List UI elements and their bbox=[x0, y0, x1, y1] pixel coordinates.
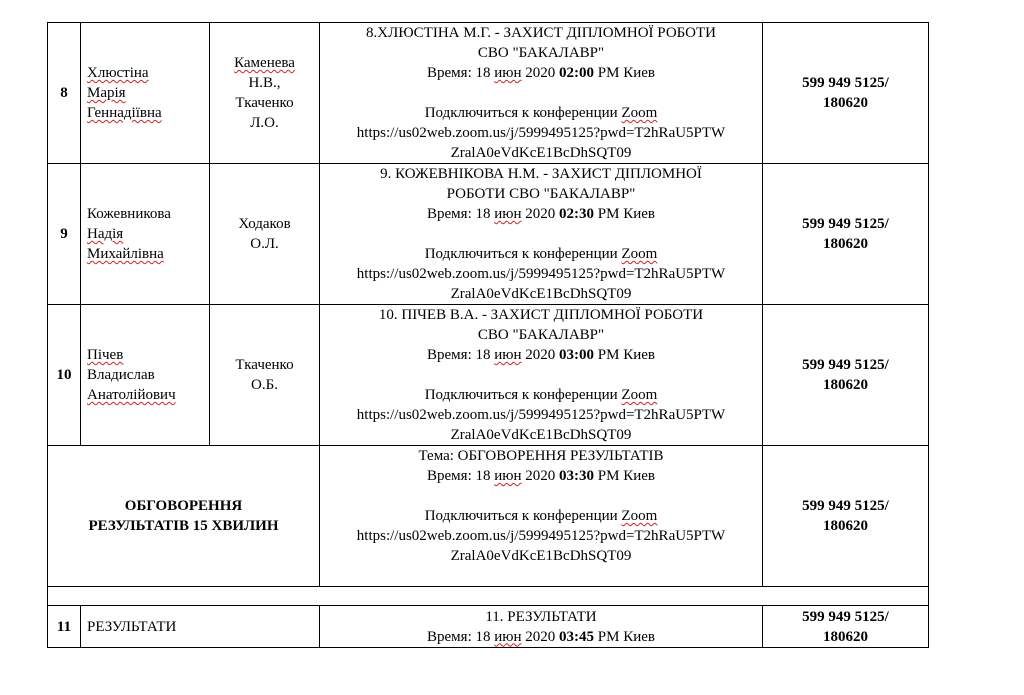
zoom-info bbox=[320, 446, 763, 587]
conference-id: 599 949 5125/ 180620 bbox=[763, 606, 929, 648]
name-line: Анатолійович bbox=[87, 387, 176, 403]
row-number: 8 bbox=[48, 23, 81, 164]
connect-text: Подключиться к конференции Zoom bbox=[424, 246, 658, 262]
table-row-discussion bbox=[48, 446, 929, 587]
defense-title: РОБОТИ СВО "БАКАЛАВР" bbox=[446, 186, 636, 202]
supervisor-line: Ткаченко bbox=[235, 95, 294, 111]
table-row bbox=[48, 305, 929, 446]
discussion-label: ОБГОВОРЕННЯ РЕЗУЛЬТАТІВ 15 ХВИЛИН bbox=[48, 446, 320, 587]
zoom-link[interactable]: https://us02web.zoom.us/j/5999495125?pwd=T2hRaU5PTW bbox=[356, 266, 726, 282]
table-row bbox=[48, 23, 929, 164]
zoom-link[interactable]: ZralA0eVdKcE1BcDhSQT09 bbox=[450, 286, 632, 302]
supervisor bbox=[210, 164, 320, 305]
meeting-time: Время: 18 июн 2020 02:00 PM Киев bbox=[427, 65, 655, 81]
defense-title: СВО "БАКАЛАВР" bbox=[477, 45, 605, 61]
supervisor-line: Ткаченко bbox=[235, 357, 294, 373]
supervisor bbox=[210, 23, 320, 164]
supervisor-line: Н.В., bbox=[248, 75, 281, 91]
connect-text: Подключиться к конференции Zoom bbox=[424, 508, 658, 524]
defense-title: 8.ХЛЮСТІНА М.Г. - ЗАХИСТ ДІПЛОМНОЇ РОБОТИ bbox=[365, 25, 716, 41]
zoom-link[interactable]: https://us02web.zoom.us/j/5999495125?pwd=T2hRaU5PTW bbox=[356, 125, 726, 141]
defense-title: 9. КОЖЕВНІКОВА Н.М. - ЗАХИСТ ДІПЛОМНОЇ bbox=[380, 166, 702, 182]
table-row bbox=[48, 164, 929, 305]
conference-id: 599 949 5125/ 180620 bbox=[763, 23, 929, 164]
zoom-info bbox=[320, 164, 763, 305]
zoom-info bbox=[320, 305, 763, 446]
zoom-link[interactable]: ZralA0eVdKcE1BcDhSQT09 bbox=[450, 427, 632, 443]
results-label: РЕЗУЛЬТАТИ bbox=[81, 606, 320, 648]
meeting-time: Время: 18 июн 2020 03:30 PM Киев bbox=[427, 468, 655, 484]
meeting-time: Время: 18 июн 2020 02:30 PM Киев bbox=[427, 206, 655, 222]
supervisor-line: О.Б. bbox=[251, 377, 278, 393]
name-line: Хлюстіна bbox=[87, 65, 149, 81]
supervisor-line: О.Л. bbox=[250, 236, 279, 252]
zoom-info bbox=[320, 23, 763, 164]
results-title: 11. РЕЗУЛЬТАТИ bbox=[485, 608, 597, 625]
name-line: Пічев bbox=[87, 347, 124, 363]
student-name bbox=[81, 305, 210, 446]
spacer-row bbox=[48, 587, 929, 606]
row-number: 11 bbox=[48, 606, 81, 648]
zoom-link[interactable]: https://us02web.zoom.us/j/5999495125?pwd=T2hRaU5PTW bbox=[356, 528, 726, 544]
meeting-time: Время: 18 июн 2020 03:00 PM Киев bbox=[427, 347, 655, 363]
supervisor-line: Ходаков bbox=[238, 216, 291, 232]
connect-text: Подключиться к конференции Zoom bbox=[424, 387, 658, 403]
zoom-link[interactable]: ZralA0eVdKcE1BcDhSQT09 bbox=[450, 548, 632, 564]
zoom-info bbox=[320, 606, 763, 648]
zoom-link[interactable]: https://us02web.zoom.us/j/5999495125?pwd=T2hRaU5PTW bbox=[356, 407, 726, 423]
supervisor bbox=[210, 305, 320, 446]
meeting-topic: Тема: ОБГОВОРЕННЯ РЕЗУЛЬТАТІВ bbox=[418, 448, 664, 464]
conference-id: 599 949 5125/ 180620 bbox=[763, 305, 929, 446]
table-row-results bbox=[48, 606, 929, 648]
supervisor-line: Каменева bbox=[234, 55, 295, 71]
connect-text: Подключиться к конференции Zoom bbox=[424, 105, 658, 121]
schedule-table bbox=[47, 22, 929, 648]
supervisor-line: Л.О. bbox=[250, 115, 279, 131]
name-line: Владислав bbox=[87, 367, 155, 383]
name-line: Михайлівна bbox=[87, 246, 164, 262]
name-line: Надія bbox=[87, 226, 124, 242]
row-number: 10 bbox=[48, 305, 81, 446]
conference-id: 599 949 5125/ 180620 bbox=[763, 446, 929, 587]
defense-title: СВО "БАКАЛАВР" bbox=[477, 327, 605, 343]
student-name bbox=[81, 164, 210, 305]
name-line: Кожевникова bbox=[87, 206, 171, 222]
name-line: Геннадіївна bbox=[87, 105, 162, 121]
meeting-time: Время: 18 июн 2020 03:45 PM Киев bbox=[427, 628, 655, 645]
conference-id: 599 949 5125/ 180620 bbox=[763, 164, 929, 305]
row-number: 9 bbox=[48, 164, 81, 305]
defense-title: 10. ПІЧЕВ В.А. - ЗАХИСТ ДІПЛОМНОЇ РОБОТИ bbox=[378, 307, 704, 323]
name-line: Марія bbox=[87, 85, 126, 101]
student-name bbox=[81, 23, 210, 164]
zoom-link[interactable]: ZralA0eVdKcE1BcDhSQT09 bbox=[450, 145, 632, 161]
